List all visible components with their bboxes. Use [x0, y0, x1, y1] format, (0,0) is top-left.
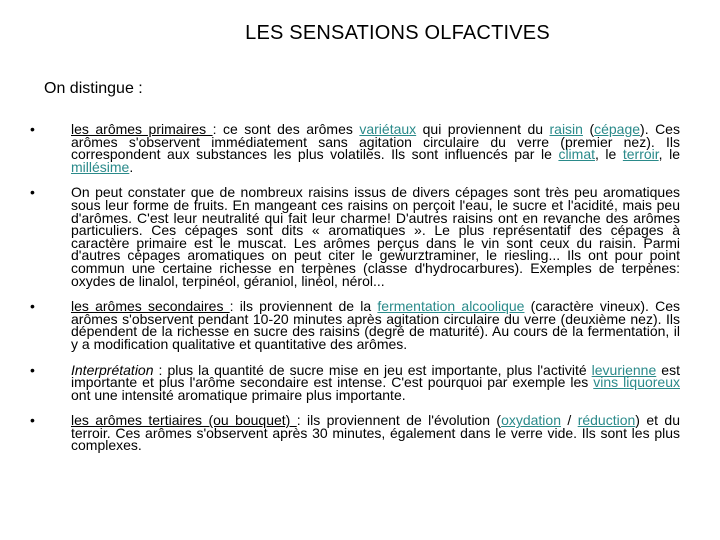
list-item [30, 414, 680, 452]
list-item [30, 300, 680, 350]
list-item [30, 186, 680, 287]
body-text: ont une intensité aromatique primaire plus importante. [71, 386, 406, 403]
bullet-icon: • [30, 361, 35, 378]
link[interactable]: levurienne [591, 361, 657, 378]
link[interactable]: cépage [594, 121, 641, 137]
body-text: . [129, 158, 134, 175]
link[interactable]: vins liquoreux [593, 374, 680, 391]
bullet-icon: • [30, 298, 35, 315]
link[interactable]: raisin [549, 121, 583, 137]
body-text: est importante et plus l'arôme secondaire est intense. C'est pourquoi par exemple les [71, 361, 680, 391]
bullet-icon: • [30, 184, 35, 201]
link[interactable]: climat [558, 146, 595, 163]
body-text: / [561, 412, 578, 429]
term-heading: les arômes secondaires [71, 298, 230, 315]
intro-text: On distingue : [44, 80, 143, 97]
body-text: : ils proviennent de la [229, 298, 378, 315]
body-text: : ils proviennent de l'évolution ( [296, 412, 502, 429]
body-text: ) et du terroir. Ces arômes s'observent après 30 minutes, également dans le verre vide. Ils sont les plus complexes. [71, 412, 680, 454]
page-title: LES SENSATIONS OLFACTIVES [245, 22, 550, 44]
body-text: , le [658, 146, 680, 163]
term-label: Interprétation [71, 361, 154, 378]
list-item [30, 123, 680, 173]
bullet-icon: • [30, 121, 35, 137]
body-text: , le [595, 146, 623, 163]
link[interactable]: terroir [622, 146, 659, 163]
link[interactable]: fermentation alcoolique [377, 298, 525, 315]
bullet-list [30, 123, 680, 452]
body-text: : plus la quantité de sucre mise en jeu est importante, plus l'activité [153, 361, 592, 378]
list-item [30, 361, 680, 403]
body-text: : ce sont des arômes [212, 121, 360, 137]
link[interactable]: réduction [577, 412, 636, 429]
link[interactable]: variétaux [359, 121, 417, 137]
bullet-icon: • [30, 412, 35, 429]
body-text: On peut constater que de nombreux raisins issus de divers cépages sont très peu aromatiques sous leur forme de fruits. En mangeant ces raisins on perçoit l'eau, le sucre et l'acidité, mais peu d'arômes. C'est leur neutralité qui fait leur charme! D'autres raisins ont en revanche des arômes particuliers. Ces cépages sont dits « aromatiques ». Le plus représentatif des cépages à caractère primaire est le muscat. Les arômes perçus dans le vin sont ceux du raisin. Parmi d'autres cépages aromatiques on peut citer le gewurztraminer, le riesling... Ils ont pour point commun une certaine richesse en terpènes (classe d'hydrocarbures). Exemples de terpènes: oxydes de linalol, terpinéol, géraniol, linéol, nérol... [71, 184, 680, 289]
term-heading: les arômes primaires [71, 121, 213, 137]
link[interactable]: millésime [71, 158, 130, 175]
term-heading: les arômes tertiaires (ou bouquet) [71, 412, 297, 429]
body-text: ). Ces arômes s'observent immédiatement sans agitation circulaire du verre (premier nez). Ils correspondent aux substances les plus volatiles. Ils sont influencés par le [71, 121, 680, 163]
body-text: ( [582, 121, 595, 137]
link[interactable]: oxydation [501, 412, 561, 429]
body-text: (caractère vineux). Ces arômes s'observent pendant 10-20 minutes après agitation circulaire du verre (deuxième nez). Ils dépendent de la richesse en sucre des raisins (degré de maturité). Au cours de la fermentation, il y a modification qualitative et quantitative des arômes. [71, 298, 680, 352]
body-text: qui proviennent du [416, 121, 550, 137]
